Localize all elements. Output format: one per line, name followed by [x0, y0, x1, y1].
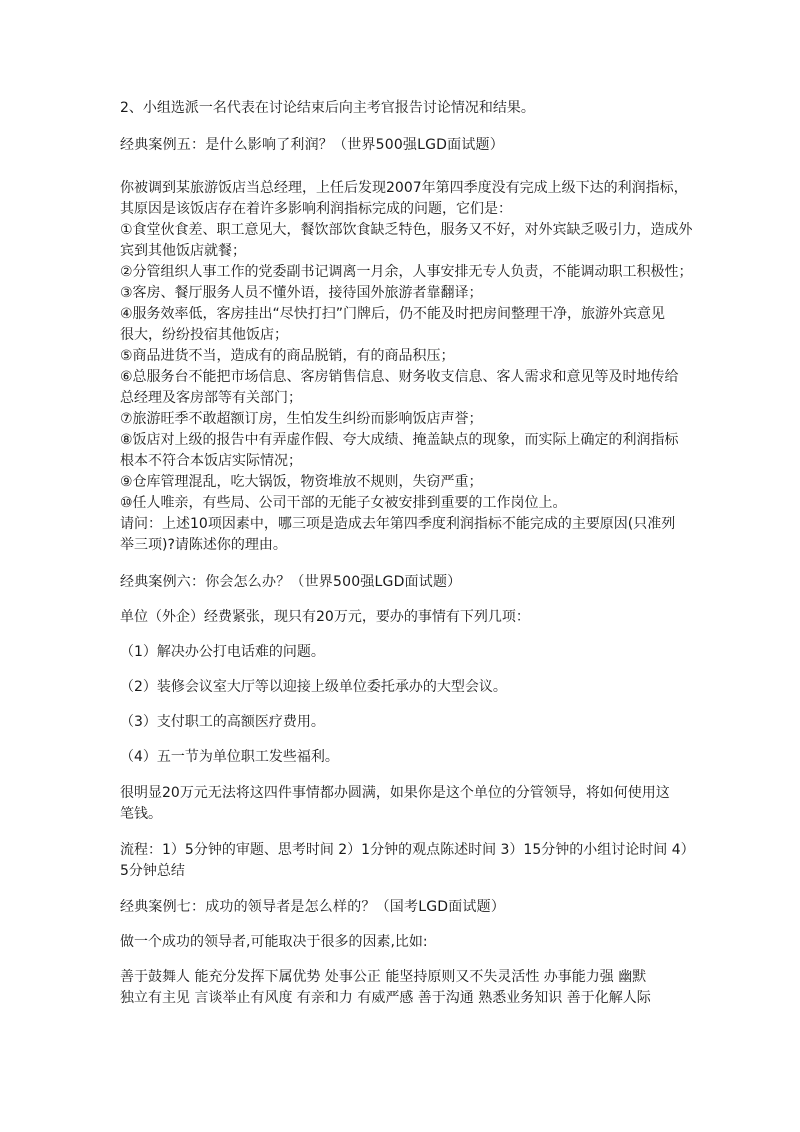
- case-5-title: 经典案例五：是什么影响了利润？（世界500强LGD面试题）: [120, 137, 504, 153]
- list-item: （2）装修会议室大厅等以迎接上级单位委托承办的大型会议。: [120, 679, 507, 695]
- text-line: 做一个成功的领导者,可能取决于很多的因素,比如:: [120, 934, 428, 950]
- text-line: 很明显20万元无法将这四件事情都办圆满，如果你是这个单位的分管领导，将如何使用这: [120, 785, 670, 801]
- text-line: 独立有主见 言谈举止有风度 有亲和力 有威严感 善于沟通 熟悉业务知识 善于化解人际: [120, 990, 651, 1006]
- text-line: 笔钱。: [120, 806, 162, 822]
- text-line: 单位（外企）经费紧张，现只有20万元，要办的事情有下列几项：: [120, 609, 530, 625]
- text-line: 其原因是该饭店存在着许多影响利润指标完成的问题，它们是：: [120, 201, 512, 217]
- text-line: ③客房、餐厅服务人员不懂外语，接待国外旅游者靠翻译；: [120, 285, 483, 301]
- text-line: ①食堂伙食差、职工意见大，餐饮部饮食缺乏特色，服务又不好，对外宾缺乏吸引力，造成外: [120, 222, 693, 238]
- text-line: ⑦旅游旺季不敢超额订房，生怕发生纠纷而影响饭店声誉；: [120, 411, 483, 427]
- text-line: 根本不符合本饭店实际情况；: [120, 453, 302, 469]
- text-line: ⑥总服务台不能把市场信息、客房销售信息、财务收支信息、客人需求和意见等及时地传给: [120, 369, 679, 385]
- text-line: ⑨仓库管理混乱，吃大锅饭，物资堆放不规则，失窃严重；: [120, 474, 483, 490]
- text-line: 请问：上述10项因素中，哪三项是造成去年第四季度利润指标不能完成的主要原因(只准列: [120, 516, 676, 532]
- text-line: 2、小组选派一名代表在讨论结束后向主考官报告讨论情况和结果。: [120, 100, 535, 116]
- list-item: （4）五一节为单位职工发些福利。: [120, 749, 339, 765]
- list-item: （3）支付职工的高额医疗费用。: [120, 714, 325, 730]
- text-line: 举三项)?请陈述你的理由。: [120, 537, 287, 553]
- text-line: ②分管组织人事工作的党委副书记调离一月余，人事安排无专人负责，不能调动职工积极性；: [120, 264, 693, 280]
- text-line: ⑧饭店对上级的报告中有弄虚作假、夸大成绩、掩盖缺点的现象，而实际上确定的利润指标: [120, 432, 679, 448]
- text-line: 5分钟总结: [120, 863, 185, 879]
- text-line: 你被调到某旅游饭店当总经理，上任后发现2007年第四季度没有完成上级下达的利润指标，: [120, 180, 688, 196]
- text-line: 善于鼓舞人 能充分发挥下属优势 处事公正 能坚持原则又不失灵活性 办事能力强 幽默: [120, 969, 647, 985]
- text-line: 总经理及客房部等有关部门；: [120, 390, 302, 406]
- case-7-title: 经典案例七：成功的领导者是怎么样的？（国考LGD面试题）: [120, 899, 506, 915]
- text-line: ⑩任人唯亲，有些局、公司干部的无能子女被安排到重要的工作岗位上。: [120, 495, 567, 511]
- text-line: 宾到其他饭店就餐；: [120, 243, 246, 259]
- text-line: 流程：1）5分钟的审题、思考时间 2）1分钟的观点陈述时间 3）15分钟的小组讨论时间 4）: [120, 842, 695, 858]
- case-6-title: 经典案例六：你会怎么办？（世界500强LGD面试题）: [120, 574, 462, 590]
- text-line: 很大，纷纷投宿其他饭店；: [120, 327, 288, 343]
- text-line: ⑤商品进货不当，造成有的商品脱销，有的商品积压；: [120, 348, 455, 364]
- text-line: ④服务效率低，客房挂出“尽快打扫”门牌后，仍不能及时把房间整理干净，旅游外宾意见: [120, 306, 666, 322]
- list-item: （1）解决办公打电话难的问题。: [120, 644, 325, 660]
